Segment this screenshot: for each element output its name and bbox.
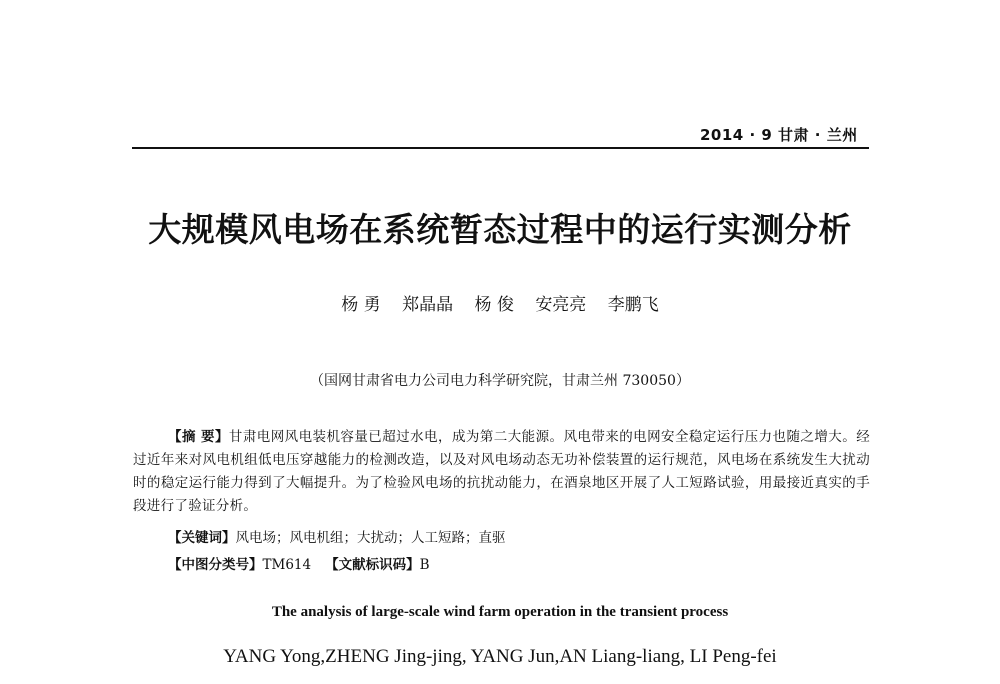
header-rule — [132, 147, 869, 149]
english-authors: YANG Yong,ZHENG Jing-jing, YANG Jun,AN Liang-liang, LI Peng-fei — [223, 646, 777, 667]
affiliation: （国网甘肃省电力公司电力科学研究院，甘肃兰州 730050） — [310, 373, 690, 389]
clc-label: 【中图分类号】 — [168, 557, 263, 573]
keywords — [168, 526, 506, 546]
author-name: 郑晶晶 — [402, 295, 454, 315]
paper-title: 大规模风电场在系统暂态过程中的运行实测分析 — [148, 210, 852, 249]
doc-code-value: B — [419, 557, 430, 573]
author-list — [0, 290, 1000, 315]
clc-value: TM614 — [262, 557, 312, 573]
issue-header: 2014 · 9 甘肃 · 兰州 — [700, 126, 858, 144]
abstract-label: 【摘 要】 — [168, 429, 229, 445]
keywords-text: 风电场；风电机组；大扰动；人工短路；直驱 — [235, 530, 506, 546]
keywords-label: 【关键词】 — [168, 530, 236, 546]
english-title: The analysis of large-scale wind farm operation in the transient process — [271, 604, 729, 620]
classification-line — [168, 553, 430, 573]
author-name: 李鹏飞 — [607, 295, 659, 315]
abstract — [133, 426, 870, 518]
author-name: 杨 勇 — [341, 295, 381, 315]
author-name: 安亮亮 — [535, 295, 587, 315]
abstract-text: 甘肃电网风电装机容量已超过水电，成为第二大能源。风电带来的电网安全稳定运行压力也随之增大。经过近年来对风电机组低电压穿越能力的检测改造，以及对风电场动态无功补偿装置的运行规范，风电场在系统发生大扰动时的稳定运行能力得到了大幅提升。为了检验风电场的抗扰动能力，在酒泉地区开展了人工短路试验，用最接近真实的手段进行了验证分析。 — [133, 429, 870, 514]
doc-code-label: 【文献标识码】 — [325, 557, 420, 573]
author-name: 杨 俊 — [474, 295, 514, 315]
